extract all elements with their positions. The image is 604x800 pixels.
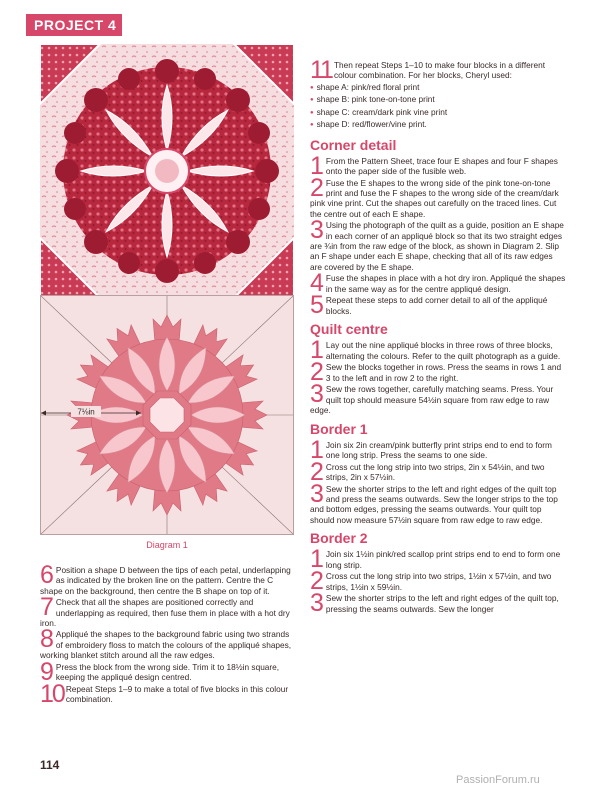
step-6: [40, 561, 294, 596]
step-number: 1: [310, 545, 324, 574]
step-number: 10: [40, 679, 64, 708]
step-text: Then repeat Steps 1–10 to make four blocks in a different colour combination. For her blocks, Cheryl used:: [333, 60, 546, 81]
step-10: [40, 679, 294, 708]
step: [310, 567, 566, 596]
list-item: ● shape D: red/flower/vine print.: [310, 119, 566, 131]
step-number: 3: [310, 216, 324, 245]
right-column: [310, 56, 566, 618]
step-number: 8: [40, 625, 54, 654]
step-text: Using the photograph of the quilt as a guide, position an E shape in each corner of an appliqué block so that its two straight edges are ¾in from the raw edge of the block, as shown in Diagram 2. Slip an F shape under each E shape, checking that all of its raw edges are covered by the E shape.: [310, 220, 564, 272]
step-number: 2: [310, 358, 324, 387]
step-text: Repeat these steps to add corner detail to all of the appliqué blocks.: [325, 295, 548, 316]
step-11: [310, 56, 566, 84]
step: [310, 435, 566, 464]
step: [310, 380, 566, 416]
step-text: Lay out the nine appliqué blocks in three rows of three blocks, alternating the colours. Refer to the quilt photograph as a guide.: [325, 340, 561, 361]
step: [310, 336, 566, 365]
section-heading-border-2: Border 2: [310, 530, 368, 547]
step-number: 7: [40, 593, 54, 622]
page-number: 114: [40, 758, 60, 772]
step-text: Sew the blocks together in rows. Press the seams in rows 1 and 3 to the left and in row 2 to the right.: [325, 362, 562, 383]
step-text: Sew the shorter strips to the left and right edges of the quilt top and press the seams outwards. Sew the longer strips to the top and bottom edges, pressing the seams outwards. Your quilt top should now measure 57½in square from raw edge to raw edge.: [310, 483, 558, 525]
step-number: 3: [310, 380, 324, 409]
step-number: 2: [310, 173, 324, 202]
step: [310, 216, 566, 272]
step-text: Fuse the E shapes to the wrong side of the pink tone-on-tone print and fuse the F shapes to the wrong side of the cream/dark pink vine print. Cut the shapes out carefully on the traced lines. Cut the centre out of each E shape.: [310, 177, 559, 219]
step: [310, 269, 566, 298]
list-item: ● shape A: pink/red floral print: [310, 82, 566, 94]
step-number: 1: [310, 151, 324, 180]
step-text: Press the block from the wrong side. Trim it to 18½in square, keeping the appliqué design centred.: [55, 661, 280, 683]
step: [310, 151, 566, 180]
step-text: Check that all the shapes are positioned correctly and underlapping as required, then fuse them in place with a hot dry iron.: [40, 597, 290, 629]
step-9: [40, 657, 294, 686]
step-number: 2: [310, 567, 324, 596]
list-item: ● shape C: cream/dark pink vine print: [310, 107, 566, 119]
step: [310, 358, 566, 387]
step: [310, 589, 566, 618]
diagram-1-illustration: [41, 296, 293, 534]
measure-label: 7⅛in: [77, 407, 95, 417]
diagram-caption: Diagram 1: [146, 540, 188, 550]
step-text: Sew the rows together, carefully matching seams. Press. Your quilt top should measure 54½in square from raw edge to raw edge.: [310, 384, 554, 416]
section-heading-quilt-centre: Quilt centre: [310, 321, 388, 338]
watermark: PassionForum.ru: [456, 774, 540, 786]
step-number: 9: [40, 657, 54, 686]
section-heading-corner-detail: Corner detail: [310, 136, 397, 153]
step-8: [40, 625, 294, 661]
step-text: Position a shape D between the tips of each petal, underlapping as indicated by the broken line on the pattern. Centre the C shape on the background, then centre the B shape on top of it.: [40, 565, 291, 596]
step-7: [40, 593, 294, 629]
step-number: 3: [310, 589, 324, 618]
step: [310, 291, 566, 320]
step-text: Repeat Steps 1–9 to make a total of five blocks in this colour combination.: [65, 683, 289, 705]
step-number: 2: [310, 457, 324, 486]
step: [310, 479, 566, 526]
section-heading-border-1: Border 1: [310, 420, 368, 437]
step-text: Join six 1½in pink/red scallop print strips end to end to form one long strip.: [325, 549, 561, 570]
quilt-block-illustration: [40, 44, 294, 298]
step-text: Join six 2in cream/pink butterfly print strips end to end to form one long strip. Press the seams to one side.: [325, 439, 552, 460]
left-column: [40, 561, 294, 708]
step-text: Cross cut the long strip into two strips, 1½in x 57½in, and two strips, 1½in x 59½in.: [325, 571, 552, 592]
step-text: From the Pattern Sheet, trace four E shapes and four F shapes onto the paper side of the fusible web.: [325, 155, 558, 177]
step-number: 1: [310, 336, 324, 365]
fabric-list: [310, 82, 566, 132]
step-number: 4: [310, 269, 324, 298]
quilt-block-photo: [40, 44, 294, 298]
step-number: 5: [310, 291, 324, 320]
diagram-1: [40, 295, 294, 535]
step-number: 1: [310, 435, 324, 464]
project-label: PROJECT 4: [26, 14, 122, 36]
step: [310, 457, 566, 486]
step-number: 6: [40, 561, 54, 589]
step-number: 11: [310, 56, 332, 84]
step-text: Sew the shorter strips to the left and right edges of the quilt top, pressing the seams outwards. Sew the longer: [325, 593, 559, 614]
step-text: Cross cut the long strip into two strips, 2in x 54½in, and two strips, 2in x 57½in.: [325, 461, 545, 482]
step-text: Appliqué the shapes to the background fabric using two strands of embroidery floss to match the colours of the appliqué shapes, working blanket stitch around all the raw edges.: [40, 629, 292, 661]
step-number: 3: [310, 479, 324, 508]
step-text: Fuse the shapes in place with a hot dry iron. Appliqué the shapes in the same way as for the centre appliqué design.: [325, 273, 566, 294]
list-item: ● shape B: pink tone-on-tone print: [310, 94, 566, 106]
step: [310, 545, 566, 574]
step: [310, 173, 566, 220]
